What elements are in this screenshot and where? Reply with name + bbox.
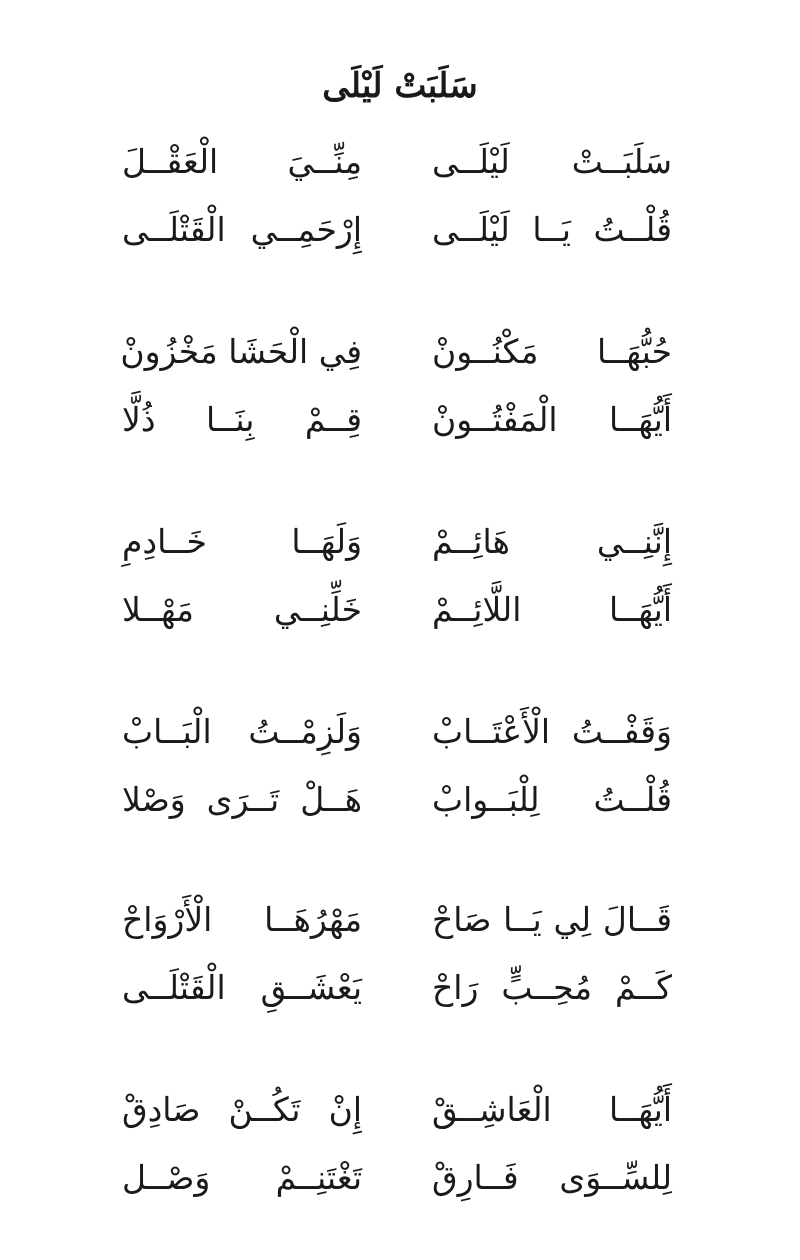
stanza-6: [0, 1076, 800, 1212]
right-hemistich: إِنَّنِــي هَائِــمْ: [432, 522, 672, 561]
right-hemistich: أَيُّهَــا الْمَفْتُــونْ: [432, 400, 672, 439]
right-hemistich: وَقَفْــتُ الْأَعْتَــابْ: [432, 712, 672, 751]
verse-line: [0, 576, 800, 644]
right-hemistich: حُبُّهَــا مَكْنُــونْ: [432, 332, 672, 371]
left-hemistich: قِــمْ بِنَــا ذُلَّا: [122, 400, 362, 439]
left-hemistich: إِرْحَمِــي الْقَتْلَــى: [122, 210, 362, 249]
stanza-3: [0, 508, 800, 644]
left-hemistich: مَهْرُهَــا الْأَرْوَاحْ: [122, 900, 362, 939]
left-hemistich: هَــلْ تَــرَى وَصْلا: [122, 780, 362, 819]
left-hemistich: وَلَهَــا خَــادِمِ: [122, 522, 362, 561]
right-hemistich: قُلْــتُ يَــا لَيْلَــى: [432, 210, 672, 249]
left-hemistich: تَغْتَنِــمْ وَصْــل: [122, 1158, 362, 1197]
left-hemistich: يَعْشَــقِ الْقَتْلَــى: [122, 968, 362, 1007]
verse-line: [0, 766, 800, 834]
verse-line: [0, 1144, 800, 1212]
right-hemistich: كَــمْ مُحِــبٍّ رَاحْ: [432, 968, 672, 1007]
verse-line: [0, 386, 800, 454]
left-hemistich: خَلِّنِــي مَهْــلا: [122, 590, 362, 629]
verse-line: [0, 954, 800, 1022]
left-hemistich: إِنْ تَكُــنْ صَادِقْ: [122, 1090, 362, 1129]
right-hemistich: أَيُّهَــا اللَّائِــمْ: [432, 590, 672, 629]
verse-line: [0, 698, 800, 766]
poem-title: سَلَبَتْ لَيْلَى: [322, 66, 478, 106]
verse-line: [0, 508, 800, 576]
verse-line: [0, 1076, 800, 1144]
right-hemistich: سَلَبَــتْ لَيْلَــى: [432, 142, 672, 181]
right-hemistich: لِلسِّــوَى فَــارِقْ: [432, 1158, 672, 1197]
right-hemistich: قُلْــتُ لِلْبَــوابْ: [432, 780, 672, 819]
stanza-4: [0, 698, 800, 834]
stanza-2: [0, 318, 800, 454]
left-hemistich: مِنِّــيَ الْعَقْــلَ: [122, 142, 362, 181]
verse-line: [0, 886, 800, 954]
verse-line: [0, 128, 800, 196]
verse-line: [0, 196, 800, 264]
right-hemistich: قَــالَ لِي يَــا صَاحْ: [432, 900, 672, 939]
stanza-1: [0, 128, 800, 264]
verse-line: [0, 318, 800, 386]
left-hemistich: وَلَزِمْــتُ الْبَــابْ: [122, 712, 362, 751]
right-hemistich: أَيُّهَــا الْعَاشِــقْ: [432, 1090, 672, 1129]
stanza-5: [0, 886, 800, 1022]
left-hemistich: فِي الْحَشَا مَخْزُونْ: [120, 332, 362, 371]
